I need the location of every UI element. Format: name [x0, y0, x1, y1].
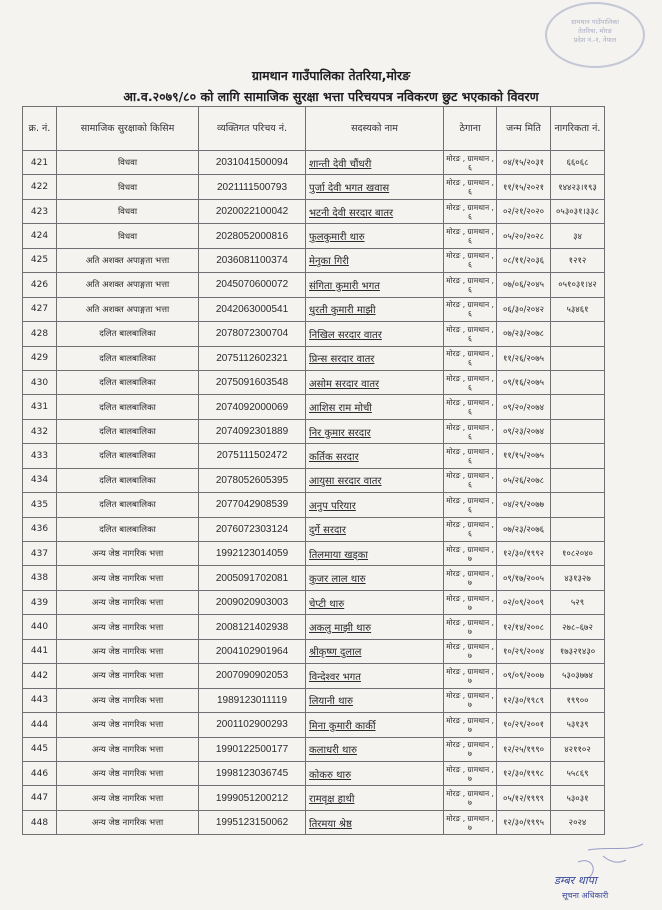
cell-id: 2020022100042: [199, 199, 306, 223]
cell-address: मोरङ , ग्रामथान , ७: [444, 566, 497, 590]
signature-mark: [548, 842, 648, 904]
cell-type: अन्य जेष्ठ नागरिक भत्ता: [57, 566, 199, 590]
cell-dob: ०२/२१/२०२०: [497, 199, 551, 223]
cell-address: मोरङ , ग्रामथान , ६: [444, 346, 497, 370]
cell-sn: 444: [23, 713, 57, 737]
cell-citizenship: १४४२३।१९३: [551, 175, 605, 199]
cell-type: विधवा: [57, 199, 199, 223]
cell-id: 1999051200212: [199, 786, 306, 810]
cell-dob: ०४/२९/२०७७: [497, 493, 551, 517]
cell-name: आशिस राम मोची: [306, 395, 444, 419]
table-row: [23, 615, 605, 639]
column-header-type: सामाजिक सुरक्षाको किसिम: [57, 107, 199, 151]
cell-name: तिलमाया खड्का: [306, 542, 444, 566]
cell-address: मोरङ , ग्रामथान , ६: [444, 444, 497, 468]
cell-address: मोरङ , ग्रामथान , ७: [444, 688, 497, 712]
cell-name: दुर्गे सरदार: [306, 517, 444, 541]
cell-dob: ०५/२०/२०२८: [497, 224, 551, 248]
table-row: [23, 688, 605, 712]
cell-name: आयुसा सरदार वातर: [306, 468, 444, 492]
cell-name: प्रिन्स सरदार वातर: [306, 346, 444, 370]
table-row: [23, 664, 605, 688]
table-row: [23, 566, 605, 590]
cell-citizenship: ५२९: [551, 590, 605, 614]
cell-type: दलित बालबालिका: [57, 322, 199, 346]
cell-sn: 446: [23, 761, 57, 785]
cell-sn: 431: [23, 395, 57, 419]
cell-dob: १२/३०/१९८९: [497, 688, 551, 712]
cell-dob: १०/२९/२००४: [497, 639, 551, 663]
cell-sn: 422: [23, 175, 57, 199]
cell-name: रामवृक्ष हाथी: [306, 786, 444, 810]
cell-name: मिना कुमारी कार्की: [306, 713, 444, 737]
document-subtitle: आ.व.२०७९/८० को लागि सामाजिक सुरक्षा भत्ता परिचयपत्र नविकरण छुट भएकाको विवरण: [123, 89, 539, 104]
cell-name: भटनी देवी सरदार बातर: [306, 199, 444, 223]
cell-address: मोरङ , ग्रामथान , ७: [444, 542, 497, 566]
cell-id: 2007090902053: [199, 664, 306, 688]
cell-sn: 438: [23, 566, 57, 590]
cell-address: मोरङ , ग्रामथान , ७: [444, 810, 497, 834]
cell-sn: 437: [23, 542, 57, 566]
cell-sn: 426: [23, 273, 57, 297]
cell-id: 2042063000541: [199, 297, 306, 321]
cell-sn: 423: [23, 199, 57, 223]
cell-sn: 447: [23, 786, 57, 810]
cell-dob: ११/१५/२०७५: [497, 444, 551, 468]
cell-type: अन्य जेष्ठ नागरिक भत्ता: [57, 590, 199, 614]
cell-address: मोरङ , ग्रामथान , ७: [444, 737, 497, 761]
cell-sn: 433: [23, 444, 57, 468]
cell-id: 2021111500793: [199, 175, 306, 199]
cell-name: निर कुमार सरदार: [306, 419, 444, 443]
cell-id: 2001102900293: [199, 713, 306, 737]
cell-id: 2078052605395: [199, 468, 306, 492]
cell-dob: १२/३०/१९९२: [497, 542, 551, 566]
seal-line: ग्रामथान गाउँपालिका: [571, 18, 619, 26]
cell-sn: 434: [23, 468, 57, 492]
cell-type: विधवा: [57, 224, 199, 248]
cell-citizenship: ०५३०३१।३३८: [551, 199, 605, 223]
cell-dob: १२/२५/१९९०: [497, 737, 551, 761]
cell-type: दलित बालबालिका: [57, 346, 199, 370]
signature-name: डम्बर थापा: [554, 874, 597, 887]
cell-type: दलित बालबालिका: [57, 444, 199, 468]
document-title: ग्रामथान गाउँपालिका तेतरिया,मोरङ: [251, 68, 411, 83]
column-header-address: ठेगाना: [444, 107, 497, 151]
cell-citizenship: ६६०६८: [551, 151, 605, 175]
cell-address: मोरङ , ग्रामथान , ६: [444, 468, 497, 492]
cell-name: तिरमया श्रेष्ठ: [306, 810, 444, 834]
cell-id: 2077042908539: [199, 493, 306, 517]
cell-sn: 439: [23, 590, 57, 614]
seal-line: तेतरिया, मोरङ: [578, 27, 612, 35]
cell-name: शान्ती देवी चौंधरी: [306, 151, 444, 175]
cell-sn: 436: [23, 517, 57, 541]
cell-address: मोरङ , ग्रामथान , ६: [444, 175, 497, 199]
seal-line: प्रदेश नं.-१, नेपाल: [573, 36, 617, 44]
cell-name: अकलु माझी थारु: [306, 615, 444, 639]
cell-type: दलित बालबालिका: [57, 419, 199, 443]
cell-address: मोरङ , ग्रामथान , ७: [444, 713, 497, 737]
cell-sn: 427: [23, 297, 57, 321]
table-row: [23, 175, 605, 199]
cell-id: 2074092000069: [199, 395, 306, 419]
cell-citizenship: [551, 346, 605, 370]
cell-dob: ०७/०६/२०४५: [497, 273, 551, 297]
cell-citizenship: ४२११०२: [551, 737, 605, 761]
cell-citizenship: [551, 322, 605, 346]
cell-citizenship: [551, 444, 605, 468]
cell-name: मेनुका गिरी: [306, 248, 444, 272]
cell-sn: 424: [23, 224, 57, 248]
cell-type: अति अशक्त अपाङ्गता भत्ता: [57, 297, 199, 321]
cell-dob: ०९/१७/२००५: [497, 566, 551, 590]
cell-citizenship: [551, 419, 605, 443]
beneficiary-table: [22, 106, 605, 835]
table-body: [23, 151, 605, 835]
table-row: [23, 639, 605, 663]
cell-name: पुर्जा देवी भगत खवास: [306, 175, 444, 199]
cell-type: अति अशक्त अपाङ्गता भत्ता: [57, 273, 199, 297]
table-row: [23, 786, 605, 810]
column-header-citizenship: नागरिकता नं.: [551, 107, 605, 151]
cell-sn: 441: [23, 639, 57, 663]
cell-dob: ०७/२३/२०७८: [497, 322, 551, 346]
cell-address: मोरङ , ग्रामथान , ६: [444, 370, 497, 394]
table-row: [23, 737, 605, 761]
cell-type: दलित बालबालिका: [57, 468, 199, 492]
cell-citizenship: ५३१३९: [551, 713, 605, 737]
cell-type: अन्य जेष्ठ नागरिक भत्ता: [57, 542, 199, 566]
cell-sn: 435: [23, 493, 57, 517]
cell-id: 2075112602321: [199, 346, 306, 370]
table-row: [23, 493, 605, 517]
column-header-name: सदस्यको नाम: [306, 107, 444, 151]
cell-dob: ११/१५/२०२१: [497, 175, 551, 199]
cell-dob: १०/२९/२००१: [497, 713, 551, 737]
cell-type: अन्य जेष्ठ नागरिक भत्ता: [57, 810, 199, 834]
cell-address: मोरङ , ग्रामथान , ६: [444, 248, 497, 272]
cell-sn: 425: [23, 248, 57, 272]
table-row: [23, 151, 605, 175]
cell-id: 2005091702081: [199, 566, 306, 590]
cell-dob: ०९/२०/२०७४: [497, 395, 551, 419]
cell-id: 2004102901964: [199, 639, 306, 663]
cell-id: 2045070600072: [199, 273, 306, 297]
cell-citizenship: [551, 370, 605, 394]
cell-address: मोरङ , ग्रामथान , ७: [444, 761, 497, 785]
cell-type: विधवा: [57, 175, 199, 199]
cell-citizenship: [551, 517, 605, 541]
signature-title: सूचना अधिकारी: [562, 891, 609, 900]
cell-type: दलित बालबालिका: [57, 370, 199, 394]
cell-citizenship: १०८२०४०: [551, 542, 605, 566]
cell-citizenship: ४३१३२७: [551, 566, 605, 590]
cell-type: अन्य जेष्ठ नागरिक भत्ता: [57, 737, 199, 761]
cell-citizenship: ५३४६१: [551, 297, 605, 321]
cell-name: विन्देश्वर भगत: [306, 664, 444, 688]
cell-dob: १२/१४/२००८: [497, 615, 551, 639]
cell-name: निखिल सरदार वातर: [306, 322, 444, 346]
table-row: [23, 468, 605, 492]
cell-sn: 421: [23, 151, 57, 175]
cell-sn: 429: [23, 346, 57, 370]
cell-name: कर्तिक सरदार: [306, 444, 444, 468]
cell-address: मोरङ , ग्रामथान , ६: [444, 493, 497, 517]
cell-sn: 430: [23, 370, 57, 394]
cell-dob: १२/३०/१९९८: [497, 761, 551, 785]
cell-id: 2036081100374: [199, 248, 306, 272]
column-header-sn: क्र. नं.: [23, 107, 57, 151]
cell-sn: 440: [23, 615, 57, 639]
cell-citizenship: १७३२१४३०: [551, 639, 605, 663]
cell-id: 1989123011119: [199, 688, 306, 712]
cell-name: कोकरु थारु: [306, 761, 444, 785]
cell-address: मोरङ , ग्रामथान , ६: [444, 322, 497, 346]
cell-id: 2076072303124: [199, 517, 306, 541]
cell-id: 2009020903003: [199, 590, 306, 614]
cell-name: श्रीकृष्ण दुलाल: [306, 639, 444, 663]
cell-address: मोरङ , ग्रामथान , ७: [444, 639, 497, 663]
column-header-id: व्यक्तिगत परिचय नं.: [199, 107, 306, 151]
cell-id: 2028052000816: [199, 224, 306, 248]
cell-sn: 445: [23, 737, 57, 761]
cell-id: 1995123150062: [199, 810, 306, 834]
cell-name: लियानी थारु: [306, 688, 444, 712]
cell-citizenship: [551, 468, 605, 492]
column-header-dob: जन्म मिति: [497, 107, 551, 151]
cell-sn: 432: [23, 419, 57, 443]
cell-name: अनुप परियार: [306, 493, 444, 517]
table-row: [23, 370, 605, 394]
cell-name: फुलकुमारी थारु: [306, 224, 444, 248]
cell-dob: ०९/१६/२०७५: [497, 370, 551, 394]
cell-address: मोरङ , ग्रामथान , ६: [444, 224, 497, 248]
cell-address: मोरङ , ग्रामथान , ६: [444, 151, 497, 175]
cell-address: मोरङ , ग्रामथान , ६: [444, 395, 497, 419]
cell-name: धुरती कुमारी माझी: [306, 297, 444, 321]
table-row: [23, 761, 605, 785]
cell-id: 2031041500094: [199, 151, 306, 175]
table-row: [23, 248, 605, 272]
cell-sn: 442: [23, 664, 57, 688]
cell-address: मोरङ , ग्रामथान , ७: [444, 664, 497, 688]
cell-dob: १२/३०/१९९५: [497, 810, 551, 834]
table-row: [23, 199, 605, 223]
cell-name: संगिता कुमारी भगत: [306, 273, 444, 297]
table-row: [23, 224, 605, 248]
cell-address: मोरङ , ग्रामथान , ६: [444, 297, 497, 321]
cell-dob: ०५/१२/१९९९: [497, 786, 551, 810]
cell-type: अन्य जेष्ठ नागरिक भत्ता: [57, 713, 199, 737]
cell-dob: ११/२६/२०७५: [497, 346, 551, 370]
table-row: [23, 542, 605, 566]
cell-citizenship: १९९००: [551, 688, 605, 712]
cell-type: अन्य जेष्ठ नागरिक भत्ता: [57, 615, 199, 639]
cell-name: कुजर लाल थारु: [306, 566, 444, 590]
cell-type: अन्य जेष्ठ नागरिक भत्ता: [57, 639, 199, 663]
table-row: [23, 517, 605, 541]
table-row: [23, 810, 605, 834]
cell-name: असोम सरदार वातर: [306, 370, 444, 394]
table-row: [23, 346, 605, 370]
table-row: [23, 297, 605, 321]
cell-type: विधवा: [57, 151, 199, 175]
cell-name: चेप्टी थारु: [306, 590, 444, 614]
cell-type: अन्य जेष्ठ नागरिक भत्ता: [57, 786, 199, 810]
cell-dob: ०४/१५/२०३१: [497, 151, 551, 175]
cell-id: 1998123036745: [199, 761, 306, 785]
table-row: [23, 273, 605, 297]
table-row: [23, 590, 605, 614]
table-row: [23, 395, 605, 419]
cell-dob: ०९/०९/२००७: [497, 664, 551, 688]
cell-id: 2074092301889: [199, 419, 306, 443]
cell-citizenship: ५३०३७७४: [551, 664, 605, 688]
cell-type: अन्य जेष्ठ नागरिक भत्ता: [57, 688, 199, 712]
cell-type: दलित बालबालिका: [57, 493, 199, 517]
cell-citizenship: २०२४: [551, 810, 605, 834]
cell-address: मोरङ , ग्रामथान , ७: [444, 615, 497, 639]
cell-id: 1992123014059: [199, 542, 306, 566]
cell-type: अन्य जेष्ठ नागरिक भत्ता: [57, 761, 199, 785]
table-header-row: [23, 107, 605, 151]
cell-dob: ०९/२३/२०७४: [497, 419, 551, 443]
cell-dob: ०६/३०/२०४२: [497, 297, 551, 321]
cell-type: दलित बालबालिका: [57, 517, 199, 541]
cell-address: मोरङ , ग्रामथान , ७: [444, 590, 497, 614]
cell-address: मोरङ , ग्रामथान , ६: [444, 419, 497, 443]
cell-dob: ०७/२३/२०७६: [497, 517, 551, 541]
cell-id: 2075091603548: [199, 370, 306, 394]
cell-sn: 443: [23, 688, 57, 712]
cell-address: मोरङ , ग्रामथान , ६: [444, 273, 497, 297]
cell-address: मोरङ , ग्रामथान , ६: [444, 199, 497, 223]
cell-address: मोरङ , ग्रामथान , ६: [444, 517, 497, 541]
cell-citizenship: ३४: [551, 224, 605, 248]
cell-citizenship: २७८–६७२: [551, 615, 605, 639]
official-seal: [545, 2, 645, 68]
cell-id: 2075111502472: [199, 444, 306, 468]
cell-citizenship: [551, 395, 605, 419]
cell-citizenship: ५३०३१: [551, 786, 605, 810]
cell-id: 1990122500177: [199, 737, 306, 761]
table-row: [23, 444, 605, 468]
cell-citizenship: ५५८६९: [551, 761, 605, 785]
cell-id: 2008121402938: [199, 615, 306, 639]
cell-citizenship: ०५१०३१।४२: [551, 273, 605, 297]
cell-citizenship: १२१२: [551, 248, 605, 272]
cell-name: कलाधरी थारु: [306, 737, 444, 761]
cell-type: अति अशक्त अपाङ्गता भत्ता: [57, 248, 199, 272]
table-row: [23, 322, 605, 346]
cell-sn: 428: [23, 322, 57, 346]
cell-address: मोरङ , ग्रामथान , ७: [444, 786, 497, 810]
cell-dob: ०२/०९/२००९: [497, 590, 551, 614]
cell-citizenship: [551, 493, 605, 517]
table-row: [23, 419, 605, 443]
cell-dob: ०८/११/२०३६: [497, 248, 551, 272]
cell-sn: 448: [23, 810, 57, 834]
cell-type: दलित बालबालिका: [57, 395, 199, 419]
table-row: [23, 713, 605, 737]
cell-dob: ०५/२६/२०७८: [497, 468, 551, 492]
cell-id: 2078072300704: [199, 322, 306, 346]
cell-type: अन्य जेष्ठ नागरिक भत्ता: [57, 664, 199, 688]
